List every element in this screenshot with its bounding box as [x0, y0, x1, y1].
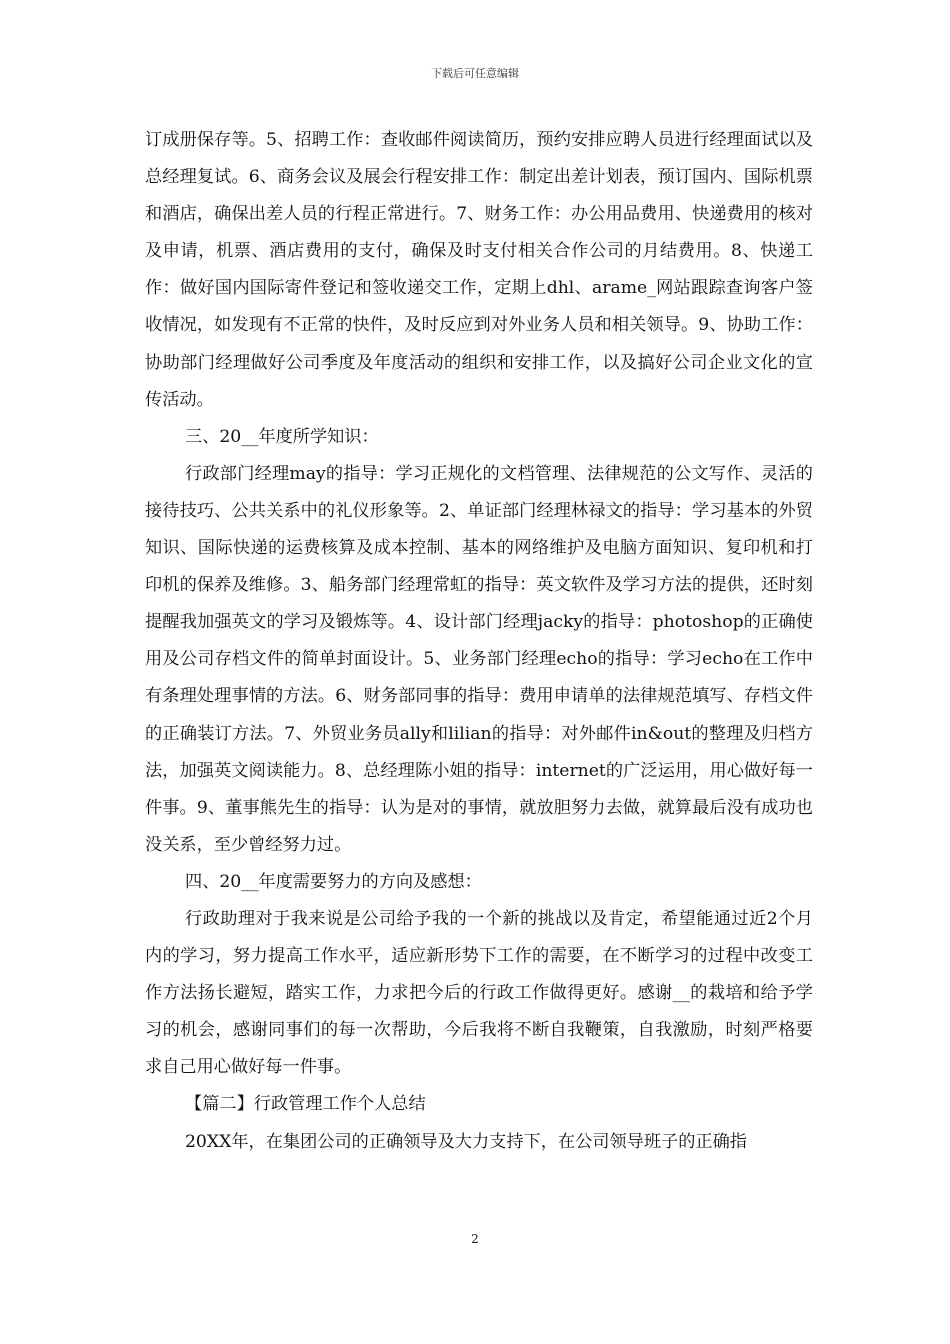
article-heading-part-two: 【篇二】行政管理工作个人总结: [185, 1094, 426, 1115]
paragraph-direction: 行政助理对于我来说是公司给予我的一个新的挑战以及肯定，希望能通过近2个月内的学习，努力提高工作水平，适应新形势下工作的需要，在不断学习的过程中改变工作方法扬长避短，踏实工作，力求把今后的行政工作做得更好。感谢__的栽培和给予学习的机会，感谢同事们的每一次帮助，今后我将不断自我鞭策，自我激励，时刻严格要求自己用心做好每一件事。: [145, 908, 813, 1078]
section-heading-knowledge: 三、20__年度所学知识：: [185, 426, 379, 447]
paragraph-part-two-intro: 20XX年，在集团公司的正确领导及大力支持下，在公司领导班子的正确指: [185, 1131, 747, 1152]
page-header: 下载后可任意编辑: [431, 67, 519, 80]
paragraph-knowledge: 行政部门经理may的指导：学习正规化的文档管理、法律规范的公文写作、灵活的接待技巧、公共关系中的礼仪形象等。2、单证部门经理林禄文的指导：学习基本的外贸知识、国际快递的运费核算及成本控制、基本的网络维护及电脑方面知识、复印机和打印机的保养及维修。3、船务部门经理常虹的指导：英文软件及学习方法的提供，还时刻提醒我加强英文的学习及锻炼等。4、设计部门经理jacky的指导：photoshop的正确使用及公司存档文件的简单封面设计。5、业务部门经理echo的指导：学习echo在工作中有条理处理事情的方法。6、财务部同事的指导：费用申请单的法律规范填写、存档文件的正确装订方法。7、外贸业务员ally和lilian的指导：对外邮件in&out的整理及归档方法，加强英文阅读能力。8、总经理陈小姐的指导：internet的广泛运用，用心做好每一件事。9、董事熊先生的指导：认为是对的事情，就放胆努力去做，就算最后没有成功也没关系，至少曾经努力过。: [145, 463, 813, 855]
page-number: 2: [471, 1232, 479, 1246]
document-body: [145, 122, 813, 1161]
paragraph-duties-continued: 订成册保存等。5、招聘工作：查收邮件阅读简历，预约安排应聘人员进行经理面试以及总经理复试。6、商务会议及展会行程安排工作：制定出差计划表，预订国内、国际机票和酒店，确保出差人员的行程正常进行。7、财务工作：办公用品费用、快递费用的核对及申请，机票、酒店费用的支付，确保及时支付相关合作公司的月结费用。8、快递工作：做好国内国际寄件登记和签收递交工作，定期上dhl、arame_网站跟踪查询客户签收情况，如发现有不正常的快件，及时反应到对外业务人员和相关领导。9、协助工作：协助部门经理做好公司季度及年度活动的组织和安排工作，以及搞好公司企业文化的宣传活动。: [145, 130, 813, 410]
section-heading-direction: 四、20__年度需要努力的方向及感想：: [185, 871, 482, 892]
